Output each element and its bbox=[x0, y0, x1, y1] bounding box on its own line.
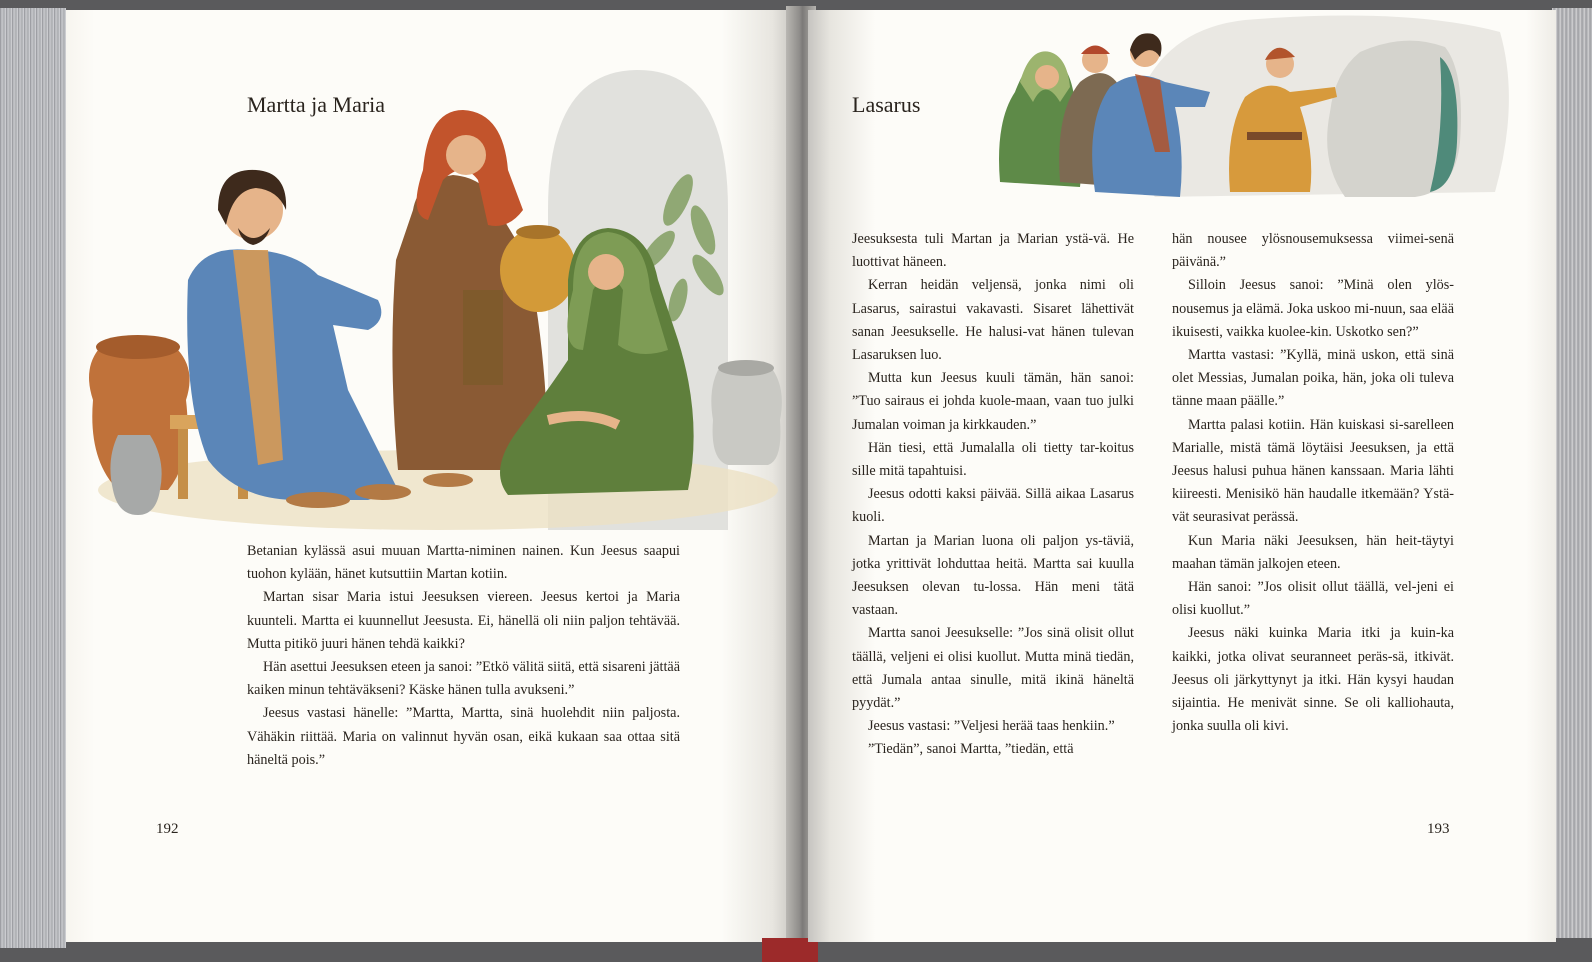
right-col2-paragraph-5: Kun Maria näki Jeesuksen, hän heit-täytyi maahan tämän jalkojen eteen. bbox=[1172, 532, 1454, 572]
right-jar-shape bbox=[711, 370, 782, 465]
grey-jug-shape bbox=[110, 435, 161, 515]
right-col1-paragraph-5: Jeesus odotti kaksi päivää. Sillä aikaa Lasarus kuoli. bbox=[852, 486, 1134, 526]
left-page-number: 192 bbox=[156, 821, 179, 837]
large-jar-rim-shape bbox=[96, 335, 180, 359]
stool-leg-shape bbox=[178, 429, 188, 499]
left-page-body bbox=[247, 540, 680, 772]
jesus-figure bbox=[187, 170, 411, 508]
right-col1-paragraph-6: Martan ja Marian luona oli paljon ys-täviä, jotka yrittivät lohduttaa heitä. Martta sai kuulla Jeesuksen olevan tu-lossa. Hän meni tätä vastaan. bbox=[852, 532, 1134, 619]
left-paragraph-1: Betanian kylässä asui muuan Martta-niminen nainen. Kun Jeesus saapui tuohon kylään, hänet kutsuttiin Martan kotiin. bbox=[247, 543, 680, 583]
right-col2-paragraph-3: Martta vastasi: ”Kyllä, minä uskon, että sinä olet Messias, Jumalan poika, hän, joka oli tuleva tänne maan päälle.” bbox=[1172, 347, 1454, 410]
page-edges-right bbox=[1552, 8, 1592, 938]
right-col2-paragraph-6: Hän sanoi: ”Jos olisit ollut täällä, vel-jeni ei olisi kuollut.” bbox=[1172, 579, 1454, 619]
left-paragraph-3: Hän asettui Jeesuksen eteen ja sanoi: ”Etkö välitä siitä, että sisareni jättää kaiken minun tehtäväkseni? Käske hänen tulla avukseni.” bbox=[247, 659, 680, 699]
right-col2-paragraph-1: hän nousee ylösnousemuksessa viimei-senä päivänä.” bbox=[1172, 231, 1454, 271]
right-col1-paragraph-2: Kerran heidän veljensä, jonka nimi oli Lasarus, sairastui vakavasti. Sisaret lähettivät sanan Jeesukselle. He halusi-vat hänen tulevan Lasaruksen luo. bbox=[852, 277, 1134, 364]
right-col1-paragraph-8: Jeesus vastasi: ”Veljesi herää taas henkiin.” bbox=[868, 718, 1115, 735]
right-jar-rim-shape bbox=[718, 360, 774, 376]
right-col1-paragraph-1: Jeesuksesta tuli Martan ja Marian ystä-vä. He luottivat häneen. bbox=[852, 231, 1134, 271]
left-page-title: Martta ja Maria bbox=[247, 92, 386, 117]
right-page-column-2 bbox=[1172, 228, 1454, 738]
left-paragraph-4: Jeesus vastasi hänelle: ”Martta, Martta, sinä huolehdit niin paljosta. Vähäkin riittää. Maria on valinnut hyvän osan, eikä kukaan saa ottaa sitä häneltä pois.” bbox=[247, 705, 680, 768]
right-col1-paragraph-3: Mutta kun Jeesus kuuli tämän, hän sanoi: ”Tuo sairaus ei johda kuole-maan, vaan tuo julki Jumalan voiman ja kirkkauden.” bbox=[852, 370, 1134, 433]
water-jar-shape bbox=[500, 228, 576, 312]
page-edges-left bbox=[0, 8, 66, 948]
right-col1-paragraph-9: ”Tiedän”, sanoi Martta, ”tiedän, että bbox=[868, 741, 1074, 758]
right-col2-paragraph-4: Martta palasi kotiin. Hän kuiskasi si-sarelleen Marialle, mistä tämä löytäisi Jeesuksen, ja että Jeesus halusi puhua hänen kanssaan. Maria lähti kiireesti. Menisikö hän haudalle itkemään? Ystä-vät seurasivat perässä. bbox=[1172, 416, 1454, 526]
right-page-title: Lasarus bbox=[852, 92, 921, 117]
right-col2-paragraph-2: Silloin Jeesus sanoi: ”Minä olen ylös-nousemus ja elämä. Joka uskoo mi-nuun, saa elää ikuisesti, vaikka kuolee-kin. Uskotko sen?” bbox=[1172, 277, 1454, 340]
right-col1-paragraph-7: Martta sanoi Jeesukselle: ”Jos sinä olisit ollut täällä, veljeni ei olisi kuollut. Mutta minä tiedän, että Jumala antaa sinulle, mitä ikinä häneltä pyydät.” bbox=[852, 625, 1134, 712]
left-paragraph-2: Martan sisar Maria istui Jeesuksen viereen. Jeesus kertoi ja Maria kuunteli. Martta ei kuunnellut Jeesusta. Ei, hänellä oli niin paljon tehtävää. Mutta pitikö juuri hänen tehdä kaikki? bbox=[247, 589, 680, 652]
right-col1-paragraph-4: Hän tiesi, että Jumalalla oli tietty tar-koitus sille mitä tapahtuisi. bbox=[852, 439, 1134, 480]
right-page-number: 193 bbox=[1427, 821, 1450, 837]
martha-mary-illustration bbox=[78, 60, 793, 535]
right-page-column-1 bbox=[852, 228, 1134, 762]
right-col2-paragraph-7: Jeesus näki kuinka Maria itki ja kuin-ka kaikki, jotka olivat seuranneet peräs-sä, itkivät. Jeesus oli järkyttynyt ja itki. Hän kysyi haudan sijaintia. He menivät sinne. Se oli kalliohauta, jonka suulla oli kivi. bbox=[1172, 625, 1454, 735]
lazarus-tomb-illustration bbox=[985, 12, 1520, 207]
